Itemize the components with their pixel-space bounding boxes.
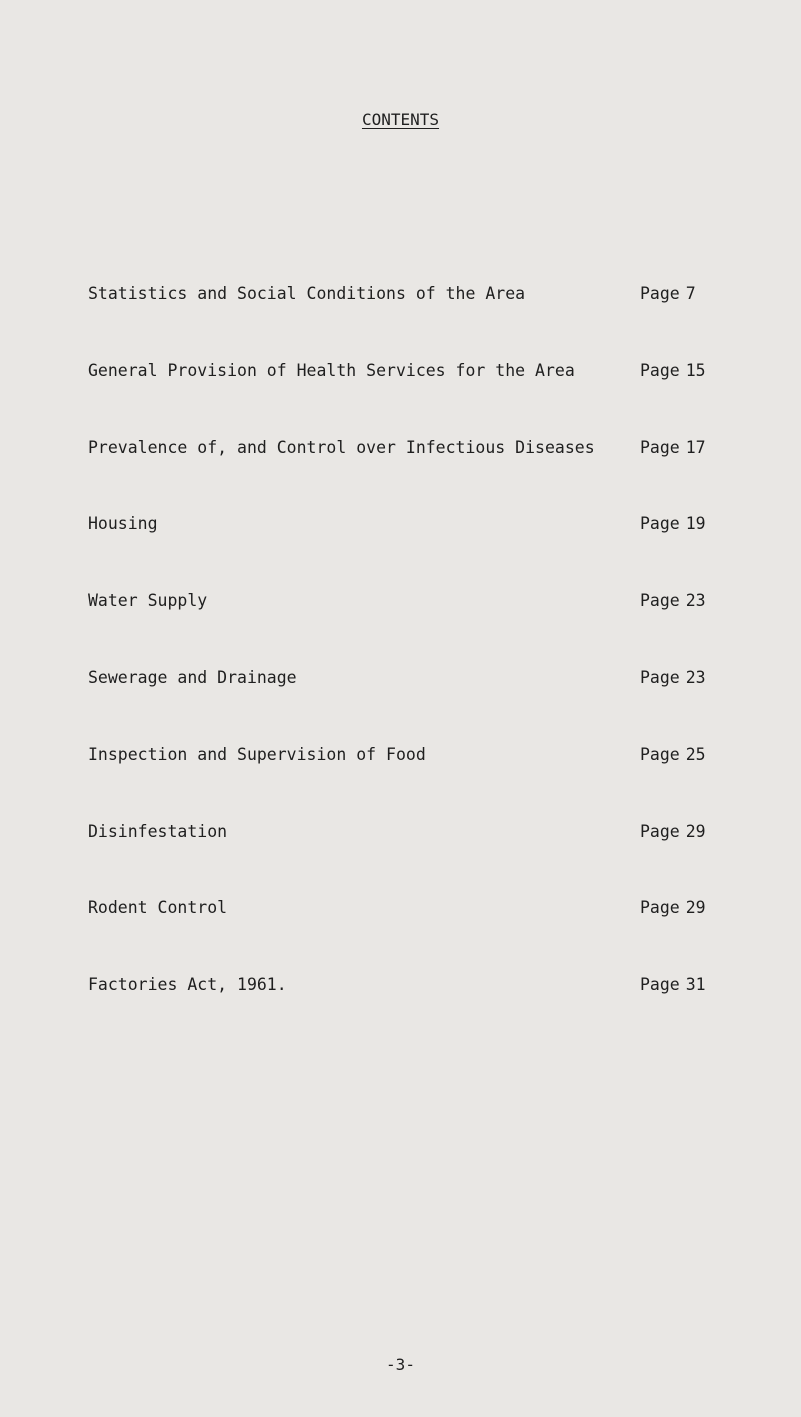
toc-entry-page <box>640 283 696 305</box>
toc-page-label: Page <box>640 821 680 841</box>
toc-entry <box>88 360 768 437</box>
toc-entry <box>88 667 768 744</box>
toc-page-number: 25 <box>685 744 706 764</box>
toc-page-label: Page <box>640 284 680 303</box>
toc-page-label: Page <box>640 591 680 611</box>
toc-page-number: 17 <box>685 437 706 457</box>
toc-entry <box>88 513 768 590</box>
toc-page-number: 19 <box>685 514 706 534</box>
toc-page-label: Page <box>640 898 680 918</box>
toc-page-number: 29 <box>685 821 706 841</box>
toc-entry <box>88 974 768 1051</box>
toc-entry-page <box>640 437 706 459</box>
toc-entry-title: Sewerage and Drainage <box>88 667 297 687</box>
toc-entry-page <box>640 590 706 612</box>
toc-entry-title: General Provision of Health Services for the Area <box>88 360 575 380</box>
toc-page-number: 23 <box>685 591 706 611</box>
toc-entry-page <box>640 360 706 382</box>
toc-page-number: 15 <box>685 360 706 380</box>
toc-page-label: Page <box>640 437 680 457</box>
toc-entry-title: Inspection and Supervision of Food <box>88 744 426 764</box>
toc-page-number: 7 <box>685 284 696 303</box>
toc-entry-title: Factories Act, 1961. <box>88 975 287 995</box>
toc-page-label: Page <box>640 975 680 995</box>
toc-entry <box>88 897 768 974</box>
toc-entry-page <box>640 667 706 689</box>
toc-page-number: 29 <box>685 898 706 918</box>
page-number: -3- <box>386 1355 415 1374</box>
toc-page-label: Page <box>640 514 680 534</box>
toc-entry <box>88 437 768 514</box>
contents-heading-text: CONTENTS <box>361 110 440 129</box>
toc-page-label: Page <box>640 744 680 764</box>
toc-page-label: Page <box>640 667 680 687</box>
toc-entry <box>88 590 768 667</box>
toc-page-label: Page <box>640 360 680 380</box>
toc-entry-title: Housing <box>88 514 158 534</box>
toc-entry-page <box>640 513 706 535</box>
toc-entry <box>88 744 768 821</box>
toc-entry <box>88 821 768 898</box>
toc-entry-title: Disinfestation <box>88 821 228 841</box>
toc-entry-page <box>640 744 706 766</box>
toc-entry <box>88 283 768 360</box>
toc-entry-title: Statistics and Social Conditions of the Area <box>88 284 526 303</box>
toc-entry-page <box>640 974 706 996</box>
toc-entry-page <box>640 897 706 919</box>
toc-entry-title: Prevalence of, and Control over Infectious Diseases <box>88 437 595 457</box>
toc-entry-title: Water Supply <box>88 591 208 611</box>
toc-entry-title: Rodent Control <box>88 898 228 918</box>
toc-page-number: 23 <box>685 667 706 687</box>
contents-heading <box>0 110 801 129</box>
toc-page-number: 31 <box>685 975 706 995</box>
table-of-contents <box>88 283 768 1051</box>
toc-entry-page <box>640 821 706 843</box>
